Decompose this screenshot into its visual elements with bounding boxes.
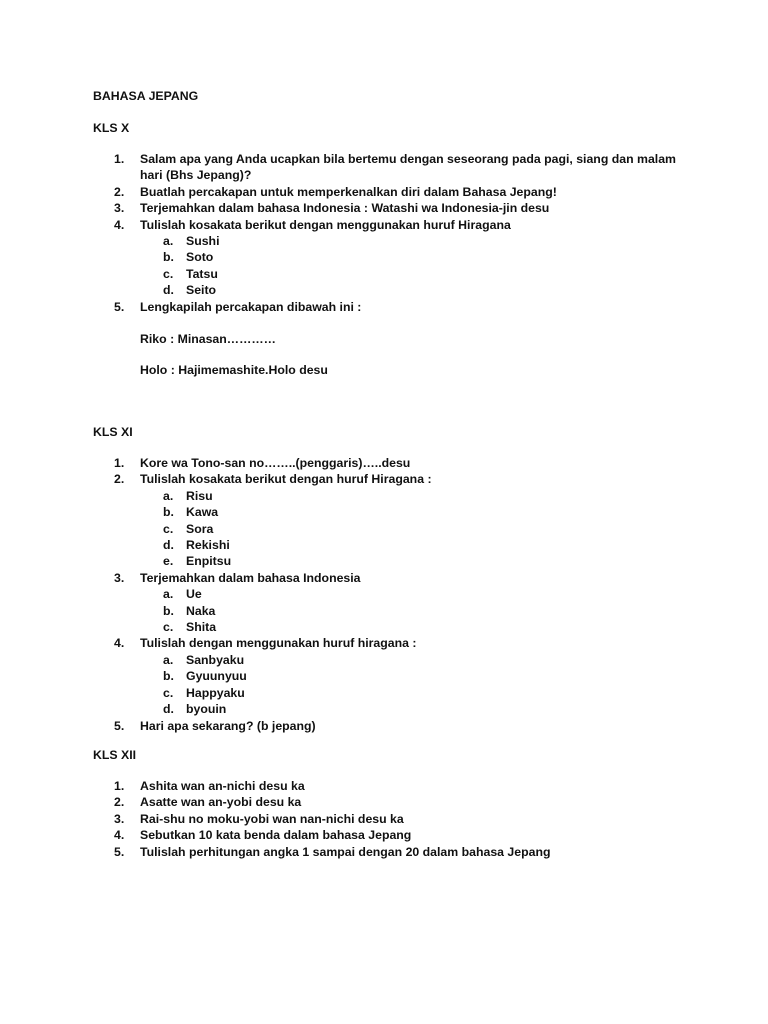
question-number: 2. [114, 184, 125, 199]
question-number: 4. [114, 217, 125, 232]
kls-xii-question-2 [93, 794, 708, 810]
item-marker: a. [163, 652, 174, 667]
question-text: Lengkapilah percakapan dibawah ini : [140, 299, 362, 314]
kls-x-question-2 [93, 184, 708, 200]
list-item [93, 652, 708, 668]
question-number: 2. [114, 472, 125, 487]
question-text: Kore wa Tono-san no……..(penggaris)…..desu [140, 456, 411, 470]
item-text: Gyuunyuu [186, 669, 247, 684]
item-text: Tatsu [186, 266, 218, 281]
list-item [93, 553, 708, 569]
kls-xi-heading: KLS XI [93, 425, 133, 439]
kls-x-question-4 [93, 217, 708, 233]
list-item [93, 266, 708, 282]
question-text: Tulislah dengan menggunakan huruf hiragana : [140, 636, 417, 651]
item-marker: a. [163, 234, 174, 249]
question-text: Tulislah kosakata berikut dengan menggunakan huruf Hiragana [140, 217, 511, 232]
item-marker: d. [163, 538, 174, 553]
list-item [93, 488, 708, 504]
document-title-block [93, 88, 708, 104]
question-text: Salam apa yang Anda ucapkan bila bertemu dengan seseorang pada pagi, siang dan malam hari (Bhs Jepang)? [140, 152, 676, 183]
kls-xi-heading-block [93, 424, 708, 440]
question-number: 5. [114, 844, 125, 859]
question-number: 3. [114, 811, 125, 826]
item-marker: d. [163, 283, 174, 298]
kls-xi-question-4 [93, 635, 708, 651]
item-text: Soto [186, 250, 214, 265]
item-text: Sushi [186, 234, 220, 249]
list-item [93, 586, 708, 602]
kls-xii-question-1 [93, 778, 708, 794]
item-text: Naka [186, 603, 216, 618]
question-text: Hari apa sekarang? (b jepang) [140, 718, 316, 733]
question-number: 1. [114, 152, 125, 166]
kls-xi-question-5 [93, 718, 708, 734]
list-item [93, 233, 708, 249]
list-item [93, 685, 708, 701]
dialog-line-2-block [93, 362, 708, 378]
item-text: Sora [186, 521, 214, 536]
item-text: Enpitsu [186, 554, 232, 569]
list-item [93, 603, 708, 619]
list-item [93, 249, 708, 265]
item-marker: e. [163, 554, 174, 569]
question-number: 5. [114, 718, 125, 733]
question-number: 5. [114, 299, 125, 314]
item-text: Kawa [186, 505, 219, 520]
document-title: BAHASA JEPANG [93, 89, 199, 103]
question-text: Tulislah kosakata berikut dengan huruf Hiragana : [140, 472, 432, 487]
list-item [93, 537, 708, 553]
kls-xii-heading: KLS XII [93, 748, 137, 762]
question-number: 4. [114, 636, 125, 651]
kls-xi-question-1 [93, 455, 708, 471]
item-text: Sanbyaku [186, 652, 245, 667]
item-text: Rekishi [186, 538, 230, 553]
list-item [93, 282, 708, 298]
question-text: Tulislah perhitungan angka 1 sampai dengan 20 dalam bahasa Jepang [140, 844, 551, 859]
question-text: Asatte wan an-yobi desu ka [140, 795, 302, 810]
kls-xii-question-5 [93, 844, 708, 860]
kls-x-question-list [93, 151, 708, 315]
kls-x-question-5 [93, 299, 708, 315]
question-text: Rai-shu no moku-yobi wan nan-nichi desu ka [140, 811, 404, 826]
item-marker: c. [163, 620, 174, 635]
item-marker: c. [163, 685, 174, 700]
list-item [93, 701, 708, 717]
item-text: Shita [186, 620, 217, 635]
kls-x-question-1 [93, 151, 708, 184]
item-marker: c. [163, 266, 174, 281]
item-text: Ue [186, 587, 202, 602]
kls-x-heading: KLS X [93, 121, 130, 135]
question-number: 3. [114, 570, 125, 585]
item-text: byouin [186, 702, 227, 717]
kls-xi-question-2 [93, 471, 708, 487]
dialog-line-1: Riko : Minasan………… [140, 332, 276, 346]
question-number: 1. [114, 779, 125, 793]
item-marker: b. [163, 505, 174, 520]
kls-xii-question-3 [93, 811, 708, 827]
question-number: 3. [114, 201, 125, 216]
dialog-line-2: Holo : Hajimemashite.Holo desu [140, 363, 328, 377]
list-item [93, 668, 708, 684]
item-marker: b. [163, 669, 174, 684]
kls-xii-question-list [93, 778, 708, 860]
item-text: Risu [186, 488, 213, 503]
question-text: Terjemahkan dalam bahasa Indonesia : Watashi wa Indonesia-jin desu [140, 201, 550, 216]
list-item [93, 521, 708, 537]
question-text: Terjemahkan dalam bahasa Indonesia [140, 570, 361, 585]
kls-xii-heading-block [93, 747, 708, 763]
list-item [93, 619, 708, 635]
item-marker: c. [163, 521, 174, 536]
question-number: 2. [114, 795, 125, 810]
kls-xii-question-4 [93, 827, 708, 843]
item-marker: b. [163, 603, 174, 618]
question-text: Sebutkan 10 kata benda dalam bahasa Jepang [140, 828, 412, 843]
item-marker: a. [163, 488, 174, 503]
question-text: Ashita wan an-nichi desu ka [140, 779, 305, 793]
item-marker: a. [163, 587, 174, 602]
dialog-line-1-block [93, 331, 708, 347]
kls-xi-question-3 [93, 570, 708, 586]
list-item [93, 504, 708, 520]
item-text: Happyaku [186, 685, 245, 700]
kls-x-question-3 [93, 200, 708, 216]
item-text: Seito [186, 283, 217, 298]
question-number: 4. [114, 828, 125, 843]
kls-xi-question-list [93, 455, 708, 734]
question-number: 1. [114, 456, 125, 470]
item-marker: b. [163, 250, 174, 265]
item-marker: d. [163, 702, 174, 717]
question-text: Buatlah percakapan untuk memperkenalkan diri dalam Bahasa Jepang! [140, 184, 557, 199]
kls-x-heading-block [93, 120, 708, 136]
